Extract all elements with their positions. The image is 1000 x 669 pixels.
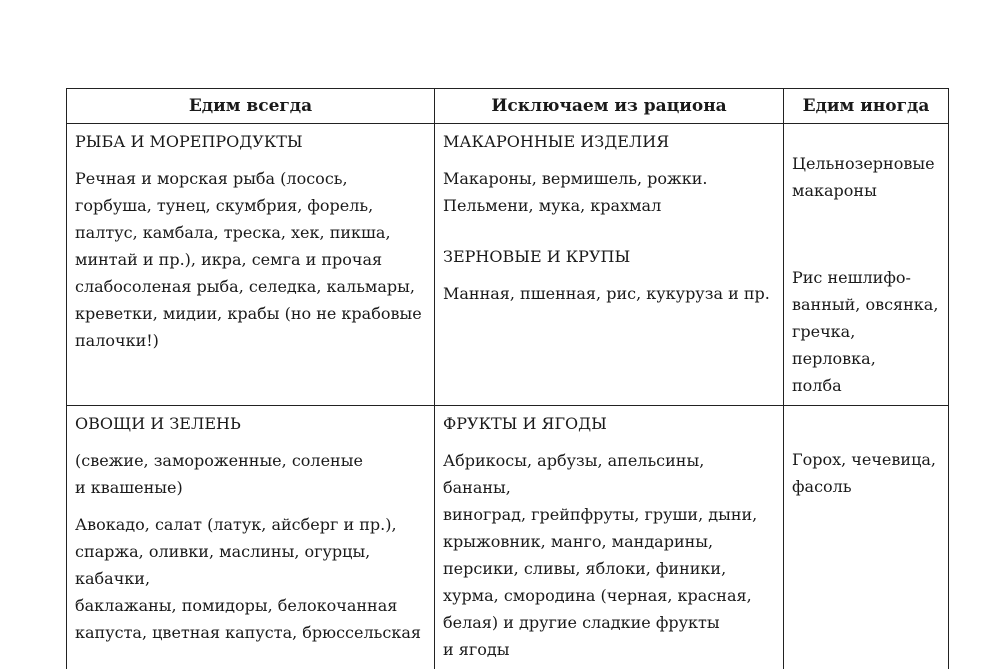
table-row	[67, 406, 949, 669]
category-title: РЫБА И МОРЕПРОДУКТЫ	[75, 128, 428, 155]
header-row	[67, 89, 949, 124]
cell-fish	[67, 124, 435, 406]
cell-text: Рис нешлифо- ванный, овсянка, гречка, перловка, полба	[792, 264, 942, 399]
cell-legumes	[784, 406, 949, 669]
cell-sometimes-grains	[784, 124, 949, 406]
category-title: ОВОЩИ И ЗЕЛЕНЬ	[75, 410, 428, 437]
header-eat-always: Едим всегда	[67, 89, 435, 124]
category-title: ЗЕРНОВЫЕ И КРУПЫ	[443, 243, 777, 270]
cell-text: Абрикосы, арбузы, апельсины, бананы, виноград, грейпфруты, груши, дыни, крыжовник, манго, мандарины, персики, сливы, яблоки, финики, хурма, смородина (черная, красная, белая) и другие сладкие фрукты и ягоды	[443, 447, 777, 663]
header-exclude: Исключаем из рациона	[435, 89, 784, 124]
cell-text: Авокадо, салат (латук, айсберг и пр.), спаржа, оливки, маслины, огурцы, кабачки, баклажаны, помидоры, белокочанная капуста, цветная капуста, брюссельская	[75, 511, 428, 646]
table-row	[67, 124, 949, 406]
cell-text: Горох, чечевица, фасоль	[792, 446, 942, 500]
category-title: ФРУКТЫ И ЯГОДЫ	[443, 410, 777, 437]
cell-text: Манная, пшенная, рис, кукуруза и пр.	[443, 280, 777, 307]
category-title: МАКАРОННЫЕ ИЗДЕЛИЯ	[443, 128, 777, 155]
header-eat-sometimes: Едим иногда	[784, 89, 949, 124]
cell-fruits	[435, 406, 784, 669]
cell-text: Цельнозерновые макароны	[792, 150, 942, 204]
cell-subtext: (свежие, замороженные, соленые и квашеные)	[75, 447, 428, 501]
cell-pasta-grains	[435, 124, 784, 406]
cell-vegetables	[67, 406, 435, 669]
diet-table	[66, 88, 949, 669]
cell-text: Макароны, вермишель, рожки. Пельмени, мука, крахмал	[443, 165, 777, 219]
diet-table-container	[66, 88, 948, 669]
cell-text: Речная и морская рыба (лосось, горбуша, тунец, скумбрия, форель, палтус, камбала, треска, хек, пикша, минтай и пр.), икра, семга и прочая слабосоленая рыба, селедка, кальмары, креветки, мидии, крабы (но не крабовые палочки!)	[75, 165, 428, 354]
